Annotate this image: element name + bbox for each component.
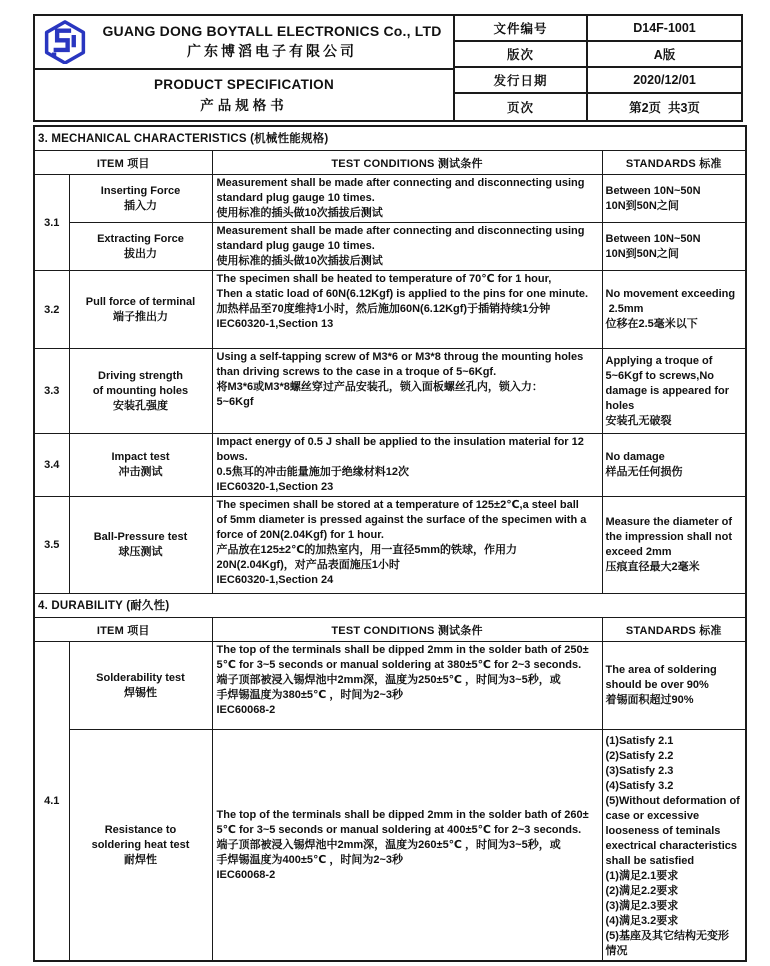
- text-line: (5)Without deformation of: [605, 795, 740, 807]
- cond-cell: [212, 642, 602, 730]
- std-cell: [602, 349, 746, 434]
- std-cell: [602, 175, 746, 223]
- text-line: force of 20N(2.04Kgf) for 1 hour.: [216, 529, 384, 541]
- text-line: 冲击测试: [118, 466, 163, 478]
- company-name-en: GUANG DONG BOYTALL ELECTRONICS Co., LTD: [102, 23, 442, 39]
- text-line: Impact energy of 0.5 J shall be applied to the insulation material for 12: [216, 436, 584, 448]
- text-line: Between 10N~50N: [605, 184, 701, 197]
- text-line: looseness of teminals: [605, 825, 721, 837]
- info-label-issue-date: 发行日期: [455, 68, 588, 94]
- text-line: exectrical characteristics: [605, 840, 737, 852]
- info-value-doc-number: D14F-1001: [588, 16, 741, 42]
- text-line: 10N到50N之间: [605, 199, 679, 212]
- std-cell: [602, 497, 746, 594]
- table-row: [34, 223, 746, 271]
- text-line: 情况: [605, 945, 628, 957]
- text-line: standard plug gauge 10 times.: [216, 192, 375, 204]
- text-line: Resistance to: [104, 823, 177, 836]
- column-header-conditions: TEST CONDITIONS 测试条件: [212, 618, 602, 642]
- column-header-item: ITEM 项目: [34, 151, 212, 175]
- row-number: 3.1: [34, 175, 69, 271]
- text-line: 端子顶部被浸入锡焊池中2mm深，温度为250±5℃ ，时间为3~5秒，或: [216, 674, 561, 686]
- text-line: (3)Satisfy 2.3: [605, 765, 674, 777]
- text-line: 使用标准的插头做10次插拔后测试: [216, 255, 383, 267]
- text-line: (4)满足3.2要求: [605, 915, 679, 927]
- specification-table: [33, 125, 747, 962]
- text-line: IEC60320-1,Section 13: [216, 318, 334, 330]
- text-line: 加热样品至70度维持1小时，然后施加60N(6.12Kgf)于插销持续1分钟: [216, 303, 551, 315]
- text-line: bows.: [216, 451, 248, 463]
- table-row: [34, 271, 746, 349]
- text-line: IEC60320-1,Section 23: [216, 481, 334, 493]
- text-line: shall be satisfied: [605, 855, 695, 867]
- row-number: 4.1: [34, 642, 69, 962]
- text-line: Then a static load of 60N(6.12Kgf) is applied to the pins for one minute.: [216, 288, 589, 300]
- text-line: Applying a troque of: [605, 354, 713, 367]
- text-line: (2)Satisfy 2.2: [605, 750, 674, 762]
- text-line: Driving strength: [98, 369, 183, 382]
- cond-cell: [212, 349, 602, 434]
- info-label-revision: 版次: [455, 42, 588, 68]
- text-line: The top of the terminals shall be dipped 2mm in the solder bath of 250±: [216, 644, 589, 656]
- text-line: 端子顶部被浸入锡焊池中2mm深，温度为260±5℃ ，时间为3~5秒，或: [216, 838, 561, 851]
- text-line: (1)Satisfy 2.1: [605, 735, 674, 747]
- row-number: 3.2: [34, 271, 69, 349]
- text-line: Inserting Force: [100, 184, 181, 197]
- text-line: (3)满足2.3要求: [605, 900, 679, 912]
- text-line: 拔出力: [124, 247, 157, 260]
- text-line: Measurement shall be made after connecting and disconnecting using: [216, 225, 585, 237]
- column-header-conditions: TEST CONDITIONS 测试条件: [212, 151, 602, 175]
- text-line: Pull force of terminal: [85, 295, 196, 308]
- column-header-standards: STANDARDS 标准: [602, 151, 746, 175]
- text-line: holes: [605, 399, 635, 412]
- company-name-cn: 广东博滔电子有限公司: [187, 43, 357, 59]
- text-line: Measurement shall be made after connecting and disconnecting using: [216, 177, 585, 189]
- text-line: damage is appeared for: [605, 384, 729, 397]
- std-cell: [602, 434, 746, 497]
- item-cell: [69, 223, 212, 271]
- item-cell: [69, 642, 212, 730]
- text-line: of 5mm diameter is pressed against the surface of the specimen with a: [216, 514, 587, 526]
- text-line: (1)满足2.1要求: [605, 870, 679, 882]
- text-line: 压痕直径最大2毫米: [605, 561, 700, 573]
- item-cell: [69, 434, 212, 497]
- text-line: Between 10N~50N: [605, 232, 701, 245]
- text-line: 产品放在125±2℃的加热室内，用一直径5mm的铁球，作用力: [216, 544, 518, 556]
- item-cell: [69, 730, 212, 962]
- text-line: Ball-Pressure test: [93, 531, 188, 543]
- std-cell: [602, 730, 746, 962]
- text-line: 手焊锡温度为400±5℃ ，时间为2~3秒: [216, 853, 404, 866]
- cond-cell: [212, 271, 602, 349]
- text-line: 5~6Kgf to screws,No: [605, 369, 715, 382]
- table-row: [34, 175, 746, 223]
- text-line: 端子推出力: [113, 310, 168, 323]
- item-cell: [69, 271, 212, 349]
- column-header-standards: STANDARDS 标准: [602, 618, 746, 642]
- text-line: should be over 90%: [605, 679, 709, 691]
- cond-cell: [212, 434, 602, 497]
- text-line: 手焊锡温度为380±5℃ ，时间为2~3秒: [216, 689, 404, 701]
- text-line: 安装孔强度: [113, 399, 168, 412]
- text-line: (4)Satisfy 3.2: [605, 780, 674, 792]
- text-line: The specimen shall be heated to temperature of 70℃ for 1 hour,: [216, 273, 552, 285]
- info-label-page: 页次: [455, 94, 588, 120]
- row-number: 3.5: [34, 497, 69, 594]
- info-value-page: 第2页 共3页: [629, 101, 700, 115]
- text-line: the impression shall not: [605, 531, 733, 543]
- text-line: 球压测试: [118, 546, 163, 558]
- table-row: [34, 349, 746, 434]
- text-line: (2)满足2.2要求: [605, 885, 679, 897]
- text-line: 5~6Kgf: [216, 396, 254, 408]
- row-number: 3.3: [34, 349, 69, 434]
- text-line: 插入力: [124, 199, 157, 212]
- info-value-revision: A版: [588, 42, 741, 68]
- info-label-doc-number: 文件编号: [455, 16, 588, 42]
- section-title: 3. MECHANICAL CHARACTERISTICS (机械性能规格): [34, 126, 746, 151]
- text-line: (5)基座及其它结构无变形: [605, 930, 729, 942]
- text-line: 将M3*6或M3*8螺丝穿过产品安装孔，锁入面板螺丝孔内，锁入力：: [216, 381, 543, 393]
- text-line: No movement exceeding: [605, 288, 736, 300]
- company-row: [35, 16, 453, 70]
- doc-title-en: PRODUCT SPECIFICATION: [153, 76, 335, 92]
- text-line: case or excessive: [605, 810, 700, 822]
- cond-cell: [212, 730, 602, 962]
- text-line: standard plug gauge 10 times.: [216, 240, 375, 252]
- table-row: [34, 497, 746, 594]
- item-cell: [69, 497, 212, 594]
- text-line: IEC60068-2: [216, 868, 276, 881]
- table-row: [34, 730, 746, 962]
- section-title: 4. DURABILITY (耐久性): [34, 594, 746, 618]
- text-line: 20N(2.04Kgf)，对产品表面施压1小时: [216, 559, 400, 571]
- text-line: The specimen shall be stored at a temperature of 125±2℃,a steel ball: [216, 499, 579, 511]
- text-line: 安装孔无破裂: [605, 414, 672, 427]
- text-line: 5℃ for 3~5 seconds or manual soldering at 380±5℃ for 2~3 seconds.: [216, 659, 582, 671]
- text-line: Solderability test: [96, 671, 185, 684]
- text-line: 2.5mm: [605, 303, 644, 315]
- cond-cell: [212, 497, 602, 594]
- table-row: [34, 434, 746, 497]
- company-names: [91, 23, 453, 61]
- text-line: Measure the diameter of: [605, 516, 733, 528]
- item-cell: [69, 349, 212, 434]
- doc-title-cn: 产品规格书: [200, 97, 288, 113]
- document-info-table: [453, 14, 743, 122]
- text-line: 使用标准的插头做10次插拔后测试: [216, 207, 383, 219]
- text-line: than driving screws to the case in a troque of 5~6Kgf.: [216, 366, 497, 378]
- column-header-item: ITEM 项目: [34, 618, 212, 642]
- item-cell: [69, 175, 212, 223]
- doc-title-row: [35, 70, 453, 120]
- text-line: 着锡面积超过90%: [605, 694, 694, 706]
- text-line: Extracting Force: [97, 232, 184, 245]
- info-value-issue-date: 2020/12/01: [588, 68, 741, 94]
- text-line: 样品无任何损伤: [605, 466, 683, 478]
- text-line: IEC60068-2: [216, 704, 276, 716]
- table-row: [34, 642, 746, 730]
- company-title-block: [33, 14, 455, 122]
- cond-cell: [212, 223, 602, 271]
- text-line: soldering heat test: [91, 838, 190, 851]
- std-cell: [602, 642, 746, 730]
- text-line: Impact test: [111, 451, 170, 463]
- text-line: The area of soldering: [605, 664, 717, 676]
- text-line: 0.5焦耳的冲击能量施加于绝缘材料12次: [216, 466, 410, 478]
- text-line: 位移在2.5毫米以下: [605, 318, 698, 330]
- text-line: 5℃ for 3~5 seconds or manual soldering at 400±5℃ for 2~3 seconds.: [216, 823, 582, 836]
- text-line: Using a self-tapping screw of M3*6 or M3*8 throug the mounting holes: [216, 351, 584, 363]
- text-line: 耐焊性: [124, 853, 157, 866]
- specification-table-body: [34, 126, 746, 961]
- text-line: IEC60320-1,Section 24: [216, 574, 334, 586]
- text-line: No damage: [605, 451, 665, 463]
- text-line: exceed 2mm: [605, 546, 672, 558]
- text-line: 10N到50N之间: [605, 247, 679, 260]
- row-number: 3.4: [34, 434, 69, 497]
- document-content: [33, 14, 745, 962]
- std-cell: [602, 271, 746, 349]
- text-line: 焊锡性: [124, 686, 157, 699]
- company-logo-icon: [44, 20, 86, 64]
- text-line: of mounting holes: [92, 384, 189, 397]
- document-header: [33, 14, 745, 122]
- cond-cell: [212, 175, 602, 223]
- text-line: The top of the terminals shall be dipped 2mm in the solder bath of 260±: [216, 808, 589, 821]
- std-cell: [602, 223, 746, 271]
